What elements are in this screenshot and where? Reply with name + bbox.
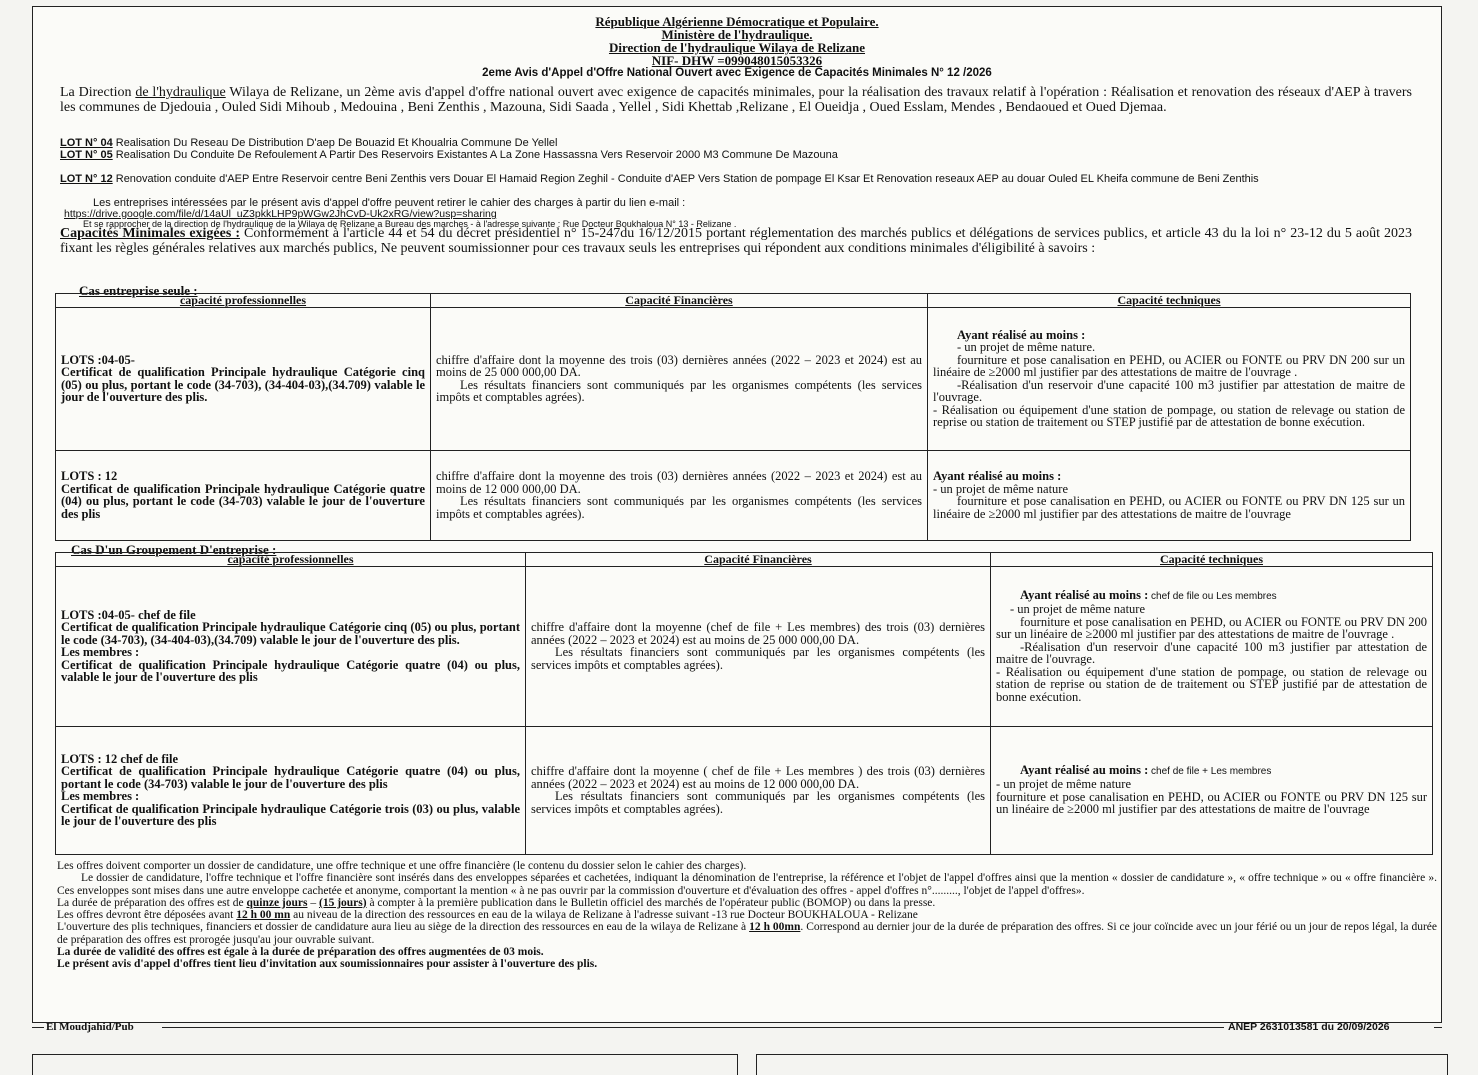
footer-p1: Les offres doivent comporter un dossier de candidature, une offre technique et une offre financière (le contenu du dossier selon le cahier des charges).: [57, 860, 747, 872]
cell-tech-lot-12: Ayant réalisé au moins : - un projet de même nature fourniture et pose canalisation en PEHD, ou ACIER ou FONTE ou PRV DN 125 sur un linéaire de ≥2000 ml justifier par des attestations de maitre de l'ouvrage: [928, 450, 1411, 540]
col-header-techniques: Capacité techniques: [928, 294, 1411, 308]
footer-p6: La durée de validité des offres est égale à la durée de préparation des offres augmentées de 03 mois.: [57, 946, 544, 959]
lot-04: LOT N° 04 Realisation Du Reseau De Distribution D'aep De Bouazid Et Khoualria Commune De Yellel: [60, 137, 558, 149]
signature-el-moudjahid: El Moudjahid/Pub: [46, 1021, 134, 1033]
col-header-financieres-groupement: Capacité Financières: [526, 553, 991, 567]
tender-notice: [32, 6, 1442, 1023]
cell-fin-groupement-lots-04-05: chiffre d'affaire dont la moyenne (chef de file + Les membres) des trois (03) dernières années (2022 – 2023 et 2024) est au moins de 25 000 000,00 DA. Les résultats financiers sont communiqués par les organismes compétents (les services impôts et comptables agrées).: [526, 566, 991, 726]
cell-prof-groupement-lot-12: LOTS : 12 chef de file Certificat de qualification Principale hydraulique Catégorie quatre (04) ou plus, portant le code (34-703) valable le jour de l'ouverture des plis Les membres : Certificat de qualification Principale hydraulique Catégorie trois (03) ou plus, valable le jour de l'ouverture des plis: [56, 726, 526, 854]
cell-fin-lots-04-05: chiffre d'affaire dont la moyenne des trois (03) dernières années (2022 – 2023 et 2024) est au moins de 25 000 000,00 DA. Les résultats financiers sont communiqués par les organismes compétents (les services impôts et comptables agrées).: [431, 307, 928, 450]
avis-title: 2eme Avis d'Appel d'Offre National Ouvert avec Exigence de Capacités Minimales N° 12 /2026: [482, 67, 992, 79]
download-link[interactable]: https://drive.google.com/file/d/14aUl_uZ3pkkLHP9pWGw2JhCvD-Uk2xRG/view?usp=sharing: [64, 208, 497, 220]
footer-conditions: [57, 860, 1437, 971]
signature-rule-left: [32, 1027, 44, 1028]
footer-p3: La durée de préparation des offres est de quinze jours – (15 jours) à compter à la première publication dans le Bulletin officiel des marchés de l'opérateur public (BOMOP) ou dans la presse.: [57, 896, 936, 909]
footer-p4: Les offres devront être déposées avant 12 h 00 mn au niveau de la direction des ressources en eau de la wilaya de Relizane à l'adresse suivant -13 rue Docteur BOUKHALOUA - Relizane: [57, 909, 918, 922]
table-groupement: [55, 552, 1433, 855]
signature-rule-right: [1434, 1027, 1442, 1028]
cell-fin-groupement-lot-12: chiffre d'affaire dont la moyenne ( chef de file + Les membres ) des trois (03) dernières années (2022 – 2023 et 2024) est au moins de 12 000 000,00 DA. Les résultats financiers sont communiqués par les organismes compétents (les services impôts et comptables agrées).: [526, 726, 991, 854]
intro-paragraph: La Direction de l'hydraulique Wilaya de Relizane, un 2ème avis d'appel d'offre national ouvert avec exigence de capacités minimales, pour la réalisation des travaux relatif à l'opération : Réalisation et renovation des réseaux d'AEP à travers les communes de Djedouia , Ouled Sidi Mihoub , Medouina , Beni Zenthis , Mazouna, Sidi Saada , Yellel , Sidi Khettab ,Relizane , El Oueidja , Oued Esslam, Mendes , Bendaoued et Oued Djemaa.: [60, 85, 1412, 115]
cell-tech-groupement-lot-12: Ayant réalisé au moins : chef de file + Les membres - un projet de même nature fourniture et pose canalisation en PEHD, ou ACIER ou FONTE ou PRV DN 125 sur un linéaire de ≥2000 ml justifier par des attestations de maitre de l'ouvrage: [991, 726, 1433, 854]
header-nif: NIF- DHW =099048015053326: [651, 53, 823, 68]
col-header-professionnelles: capacité professionnelles: [56, 294, 431, 308]
footer-p2: Le dossier de candidature, l'offre technique et l'offre financière sont insérés dans des enveloppes séparées et cachetées, indiquant la dénomination de l'entreprise, la référence et l'objet de l'appel d'offres ainsi que la mention « dossier de candidature », « offre technique » ou « offre financière ». Ces enveloppes sont mises dans une autre enveloppe cachetée et anonyme, comportant la mention « à ne pas ouvrir par la commission d'ouverture et d'évaluation des offres - appel d'offres n°........., l'objet de l'appel d'offres».: [57, 872, 1437, 897]
signature-rule-middle: [162, 1027, 1224, 1028]
cell-prof-groupement-lots-04-05: LOTS :04-05- chef de file Certificat de qualification Principale hydraulique Catégorie cinq (05) ou plus, portant le code (34-703), (34-404-03),(34.709) valable le jour de l'ouverture des plis. Les membres : Certificat de qualification Principale hydraulique Catégorie quatre (04) ou plus, valable le jour de l'ouverture des plis: [56, 566, 526, 726]
cell-tech-lots-04-05: Ayant réalisé au moins : - un projet de même nature. fourniture et pose canalisation en PEHD, ou ACIER ou FONTE ou PRV DN 200 sur un linéaire de ≥2000 ml justifier par des attestations de maitre de l'ouvrage . -Réalisation d'un reservoir d'une capacité 100 m3 justifier par attestation de maitre de l'ouvrage. - Réalisation ou équipement d'une station de pompage, ou station de relevage ou station de reprise ou station de traitement ou STEP justifié par de attestation de bonne exécution.: [928, 307, 1411, 450]
header-ministry: Ministère de l'hydraulique.: [661, 27, 813, 42]
header-republic: République Algérienne Démocratique et Populaire.: [595, 14, 879, 29]
col-header-professionnelles-groupement: capacité professionnelles: [56, 553, 526, 567]
header-direction: Direction de l'hydraulique Wilaya de Relizane: [608, 40, 866, 55]
lot-12: LOT N° 12 Renovation conduite d'AEP Entre Reservoir centre Beni Zenthis vers Douar El Hamaid Region Zeghil - Conduite d'AEP Vers Station de pompage El Ksar Et Renovation reseaux AEP au douar Ouled EL Kheifa commune de Beni Zenthis: [60, 173, 1259, 185]
cell-fin-lot-12: chiffre d'affaire dont la moyenne des trois (03) dernières années (2022 – 2023 et 2024) est au moins de 12 000 000,00 DA. Les résultats financiers sont communiqués par les organismes compétents (les services impôts et comptables agrées).: [431, 450, 928, 540]
lot-05: LOT N° 05 Realisation Du Conduite De Refoulement A Partir Des Reservoirs Existantes A La Zone Hassassna Vers Reservoir 2000 M3 Commune De Mazouna: [60, 149, 838, 161]
rapprocher-text: Et se rapprocher de la direction de l'hydraulique de la Wilaya de Relizane a Bureau des marches - à l'adresse suivante : Rue Docteur Boukhaloua N° 13 - Relizane .: [83, 219, 737, 229]
col-header-techniques-groupement: Capacité techniques: [991, 553, 1433, 567]
capacites-paragraph: Capacités Minimales exigées : Conformément à l'article 44 et 54 du décret présidentiel n° 15-247du 16/12/2015 portant réglementation des marchés publics et délégations de services publics, et article 43 du la loi n° 23-12 du 5 août 2023 fixant les règles générales relatives aux marchés publics, Ne peuvent soumissionner pour ces travaux seuls les entreprises qui répondent aux conditions minimales d'éligibilité à savoirs :: [60, 226, 1412, 256]
table-entreprise-seule: [55, 293, 1411, 541]
retrait-text: Les entreprises intéressées par le présent avis d'appel d'offre peuvent retirer le cahier des charges à partir du lien e-mail :: [93, 197, 686, 209]
cas-groupement-title: Cas D'un Groupement D'entreprise :: [71, 542, 277, 557]
cell-tech-groupement-lots-04-05: Ayant réalisé au moins : chef de file ou Les membres - un projet de même nature fourniture et pose canalisation en PEHD, ou ACIER ou FONTE ou PRV DN 200 sur un linéaire de ≥2000 ml justifier par des attestations de maitre de l'ouvrage . -Réalisation d'un reservoir d'une capacité 100 m3 justifier par attestation de maitre de l'ouvrage. - Réalisation ou équipement d'une station de pompage, ou station de relevage ou station de reprise ou station de de traitement ou STEP justifié par de attestation de bonne exécution.: [991, 566, 1433, 726]
next-ad-box-right: [756, 1054, 1448, 1075]
footer-p7: Le présent avis d'appel d'offres tient lieu d'invitation aux soumissionnaires pour assister à l'ouverture des plis.: [57, 958, 598, 971]
cas-entreprise-seule-title: Cas entreprise seule :: [79, 283, 198, 298]
next-ad-box-left: [32, 1054, 738, 1075]
footer-p5: L'ouverture des plis techniques, financiers et dossier de candidature aura lieu au siège de la direction des ressources en eau de la wilaya de Relizane à 12 h 00mn. Correspond au dernier jour de la durée de préparation des offres. Si ce jour coïncide avec un jour férié ou un jour de repos légal, la durée de préparation des offres est prorogée jusqu'au jour ouvrable suivant.: [57, 921, 1438, 946]
col-header-financieres: Capacité Financières: [431, 294, 928, 308]
cell-prof-lots-04-05: LOTS :04-05- Certificat de qualification Principale hydraulique Catégorie cinq (05) ou plus, portant le code (34-703), (34-404-03),(34.709) valable le jour de l'ouverture des plis.: [56, 307, 431, 450]
signature-anep: ANEP 2631013581 du 20/09/2026: [1228, 1021, 1390, 1033]
cell-prof-lot-12: LOTS : 12 Certificat de qualification Principale hydraulique Catégorie quatre (04) ou plus, portant le code (34-703) valable le jour de l'ouverture des plis: [56, 450, 431, 540]
